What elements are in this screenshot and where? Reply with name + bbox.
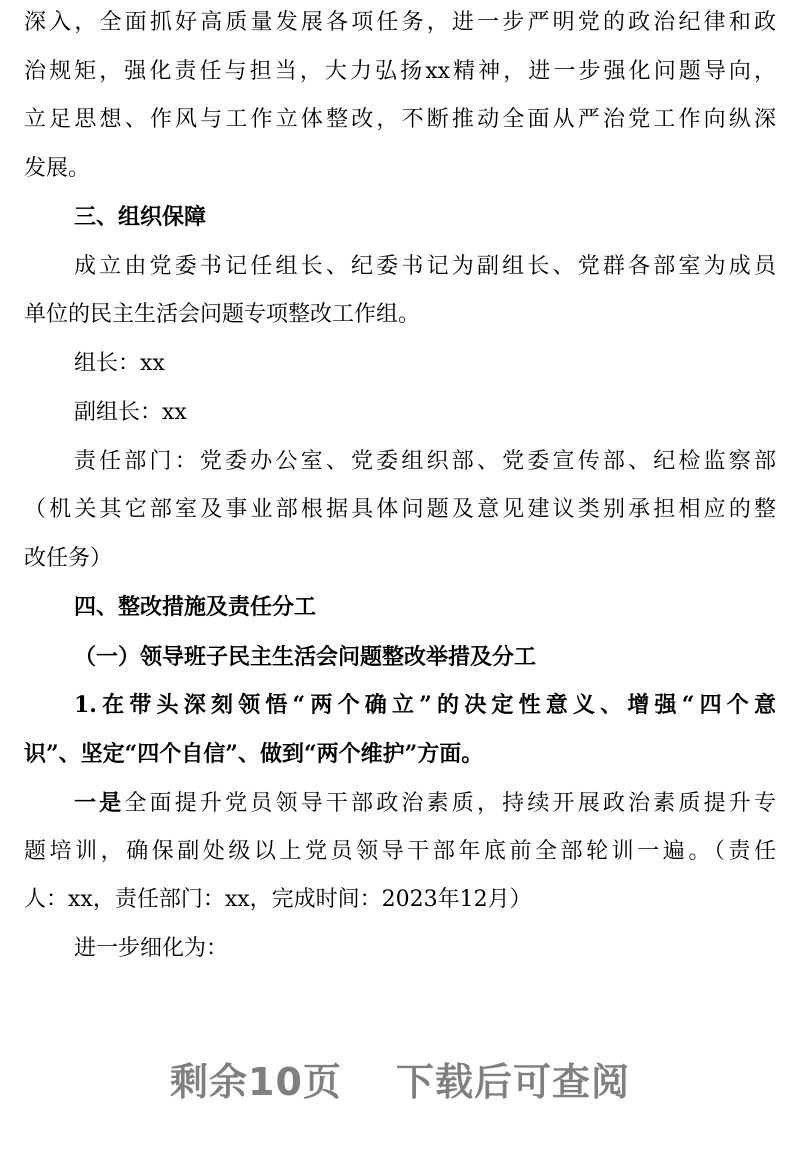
item-heading-line: 识”、坚定“四个自信”、做到“两个维护”方面。: [24, 741, 484, 767]
lead-label: 一是: [74, 790, 125, 816]
section-heading-4: 四、整改措施及责任分工: [74, 595, 317, 620]
section-heading-3: 三、组织保障: [74, 205, 207, 230]
deputy-leader-line: 副组长：xx: [74, 400, 187, 425]
item-heading-line: 1.在带头深刻领悟“两个确立”的决定性意义、增强“四个意: [74, 692, 776, 718]
paragraph-line: 改任务）: [24, 546, 113, 571]
remaining-pages-text: 剩余10页: [170, 1060, 342, 1104]
download-banner: [0, 1058, 800, 1106]
paragraph-line: 立足思想、作风与工作立体整改，不断推动全面从严治党工作向纵深: [24, 107, 776, 132]
paragraph-line: 深入，全面抓好高质量发展各项任务，进一步严明党的政治纪律和政: [24, 10, 776, 35]
measure-line: [0, 788, 800, 819]
responsible-dept-line: 责任部门：党委办公室、党委组织部、党委宣传部、纪检监察部: [74, 449, 776, 474]
paragraph-line: 发展。: [24, 156, 91, 181]
team-leader-line: 组长：xx: [74, 351, 165, 376]
paragraph-line: 进一步细化为：: [74, 936, 229, 961]
paragraph-line: 成立由党委书记任组长、纪委书记为副组长、党群各部室为成员: [74, 254, 776, 279]
paragraph-line: 治规矩，强化责任与担当，大力弘扬xx精神，进一步强化问题导向，: [24, 59, 776, 84]
paragraph-line: 题培训，确保副处级以上党员领导干部年底前全部轮训一遍。（责任: [24, 839, 776, 864]
paragraph-line: 单位的民主生活会问题专项整改工作组。: [24, 302, 421, 327]
paragraph-line: 人：xx，责任部门：xx，完成时间：2023年12月）: [24, 887, 532, 912]
download-to-view-text: 下载后可查阅: [395, 1060, 630, 1104]
subsection-heading: （一）领导班子民主生活会问题整改举措及分工: [74, 644, 537, 670]
paragraph-line: （机关其它部室及事业部根据具体问题及意见建议类别承担相应的整: [24, 497, 776, 522]
measure-text: 全面提升党员领导干部政治素质，持续开展政治素质提升专: [124, 791, 776, 816]
